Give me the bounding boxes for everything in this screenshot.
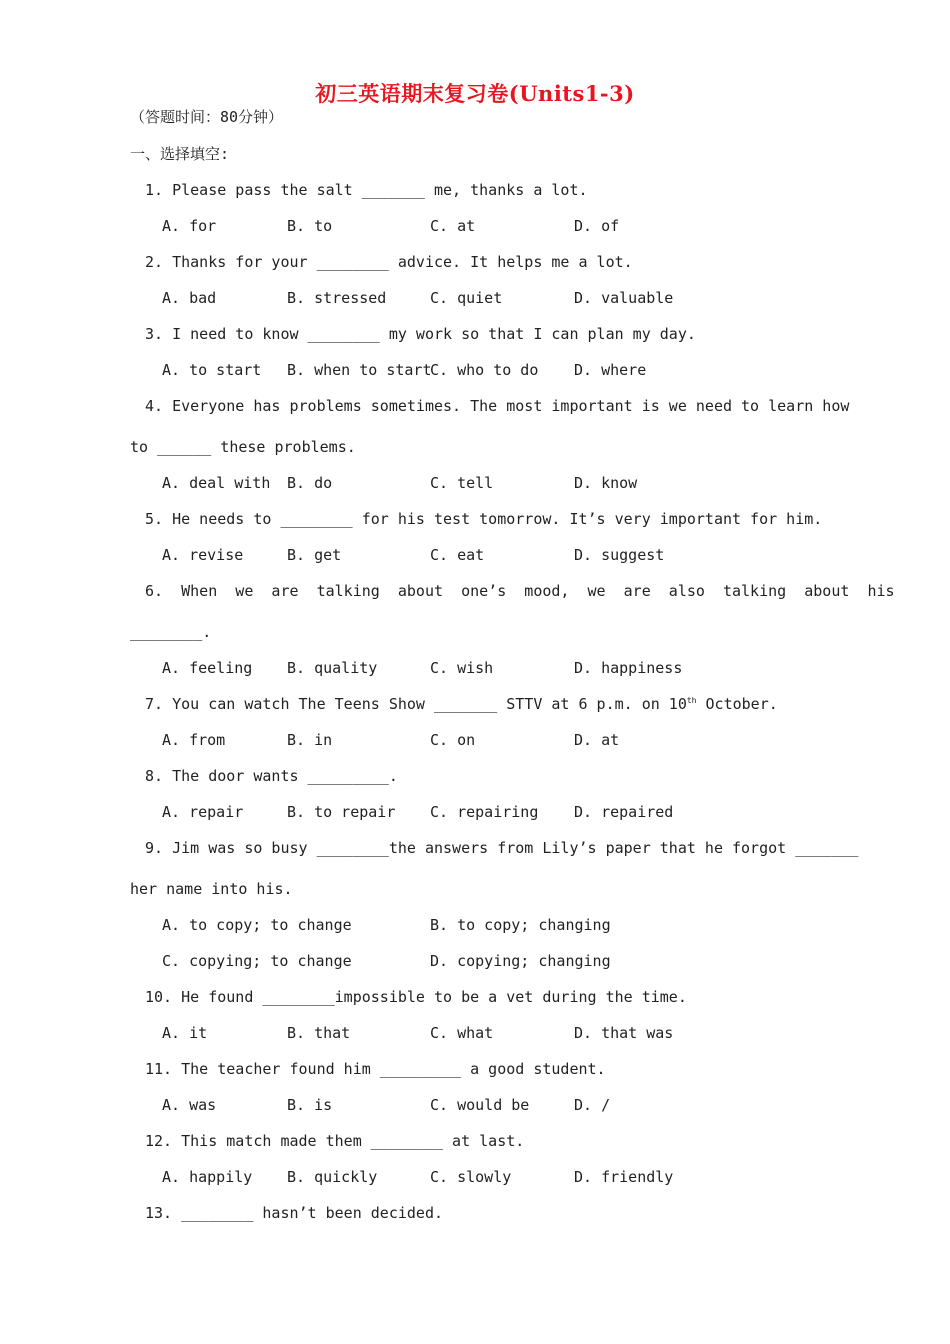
option: D. valuable: [574, 289, 674, 307]
option: A. it: [162, 1024, 208, 1042]
option: A. for: [162, 217, 217, 235]
option: D. /: [574, 1096, 611, 1114]
option: B. get: [287, 546, 342, 564]
option: A. deal with: [162, 474, 271, 492]
option: A. feeling: [162, 659, 253, 677]
option: D. copying; changing: [430, 952, 611, 970]
option: A. from: [162, 731, 226, 749]
section-heading: 一、选择填空:: [130, 145, 230, 163]
option: C. copying; to change: [162, 952, 352, 970]
question-stem: 11. The teacher found him _________ a good student.: [145, 1060, 606, 1078]
question-stem: 2. Thanks for your ________ advice. It helps me a lot.: [145, 253, 633, 271]
option: B. when to start: [287, 361, 432, 379]
option: B. to copy; changing: [430, 916, 611, 934]
option: C. would be: [430, 1096, 530, 1114]
option: C. what: [430, 1024, 494, 1042]
question-stem: 13. ________ hasn’t been decided.: [145, 1204, 444, 1222]
option: A. revise: [162, 546, 244, 564]
option: B. quality: [287, 659, 378, 677]
option: B. that: [287, 1024, 351, 1042]
option: B. in: [287, 731, 333, 749]
question-stem-continued: to ______ these problems.: [130, 438, 356, 456]
option: B. to: [287, 217, 333, 235]
option: D. happiness: [574, 659, 683, 677]
question-stem: 8. The door wants _________.: [145, 767, 398, 785]
option: D. friendly: [574, 1168, 674, 1186]
question-stem: 3. I need to know ________ my work so that I can plan my day.: [145, 325, 696, 343]
option: C. on: [430, 731, 476, 749]
option: A. repair: [162, 803, 244, 821]
question-stem: 1. Please pass the salt _______ me, thanks a lot.: [145, 181, 588, 199]
question-stem: 6. When we are talking about one’s mood, we are also talking about his: [145, 582, 895, 600]
option: B. do: [287, 474, 333, 492]
option: A. to start: [162, 361, 262, 379]
question-stem: 4. Everyone has problems sometimes. The most important is we need to learn how: [145, 397, 850, 415]
option: A. bad: [162, 289, 217, 307]
option: B. quickly: [287, 1168, 378, 1186]
option: C. who to do: [430, 361, 539, 379]
question-stem: 10. He found ________impossible to be a vet during the time.: [145, 988, 687, 1006]
option: D. know: [574, 474, 638, 492]
option: C. tell: [430, 474, 494, 492]
option: B. stressed: [287, 289, 387, 307]
option: A. happily: [162, 1168, 253, 1186]
option: D. at: [574, 731, 620, 749]
option: D. where: [574, 361, 647, 379]
option: B. to repair: [287, 803, 396, 821]
question-stem-continued: ________.: [130, 623, 212, 641]
page-title: 初三英语期末复习卷(Units1-3): [315, 81, 635, 106]
time-note: （答题时间：80分钟）: [130, 108, 284, 126]
question-stem: 9. Jim was so busy ________the answers from Lily’s paper that he forgot _______: [145, 839, 859, 857]
option: A. to copy; to change: [162, 916, 352, 934]
option: C. eat: [430, 546, 485, 564]
option: D. repaired: [574, 803, 674, 821]
option: C. at: [430, 217, 476, 235]
question-stem: 5. He needs to ________ for his test tomorrow. It’s very important for him.: [145, 510, 823, 528]
option: C. quiet: [430, 289, 503, 307]
ordinal-suffix: th: [686, 696, 697, 705]
option: D. suggest: [574, 546, 665, 564]
question-stem: [145, 694, 778, 714]
question-stem-text: October.: [696, 695, 778, 713]
option: C. repairing: [430, 803, 539, 821]
option: D. that was: [574, 1024, 674, 1042]
question-stem-continued: her name into his.: [130, 880, 293, 898]
option: C. slowly: [430, 1168, 512, 1186]
option: B. is: [287, 1096, 333, 1114]
option: A. was: [162, 1096, 217, 1114]
option: C. wish: [430, 659, 494, 677]
question-stem: 12. This match made them ________ at last.: [145, 1132, 525, 1150]
option: D. of: [574, 217, 620, 235]
question-stem-text: 7. You can watch The Teens Show _______ STTV at 6 p.m. on 10: [145, 695, 687, 713]
